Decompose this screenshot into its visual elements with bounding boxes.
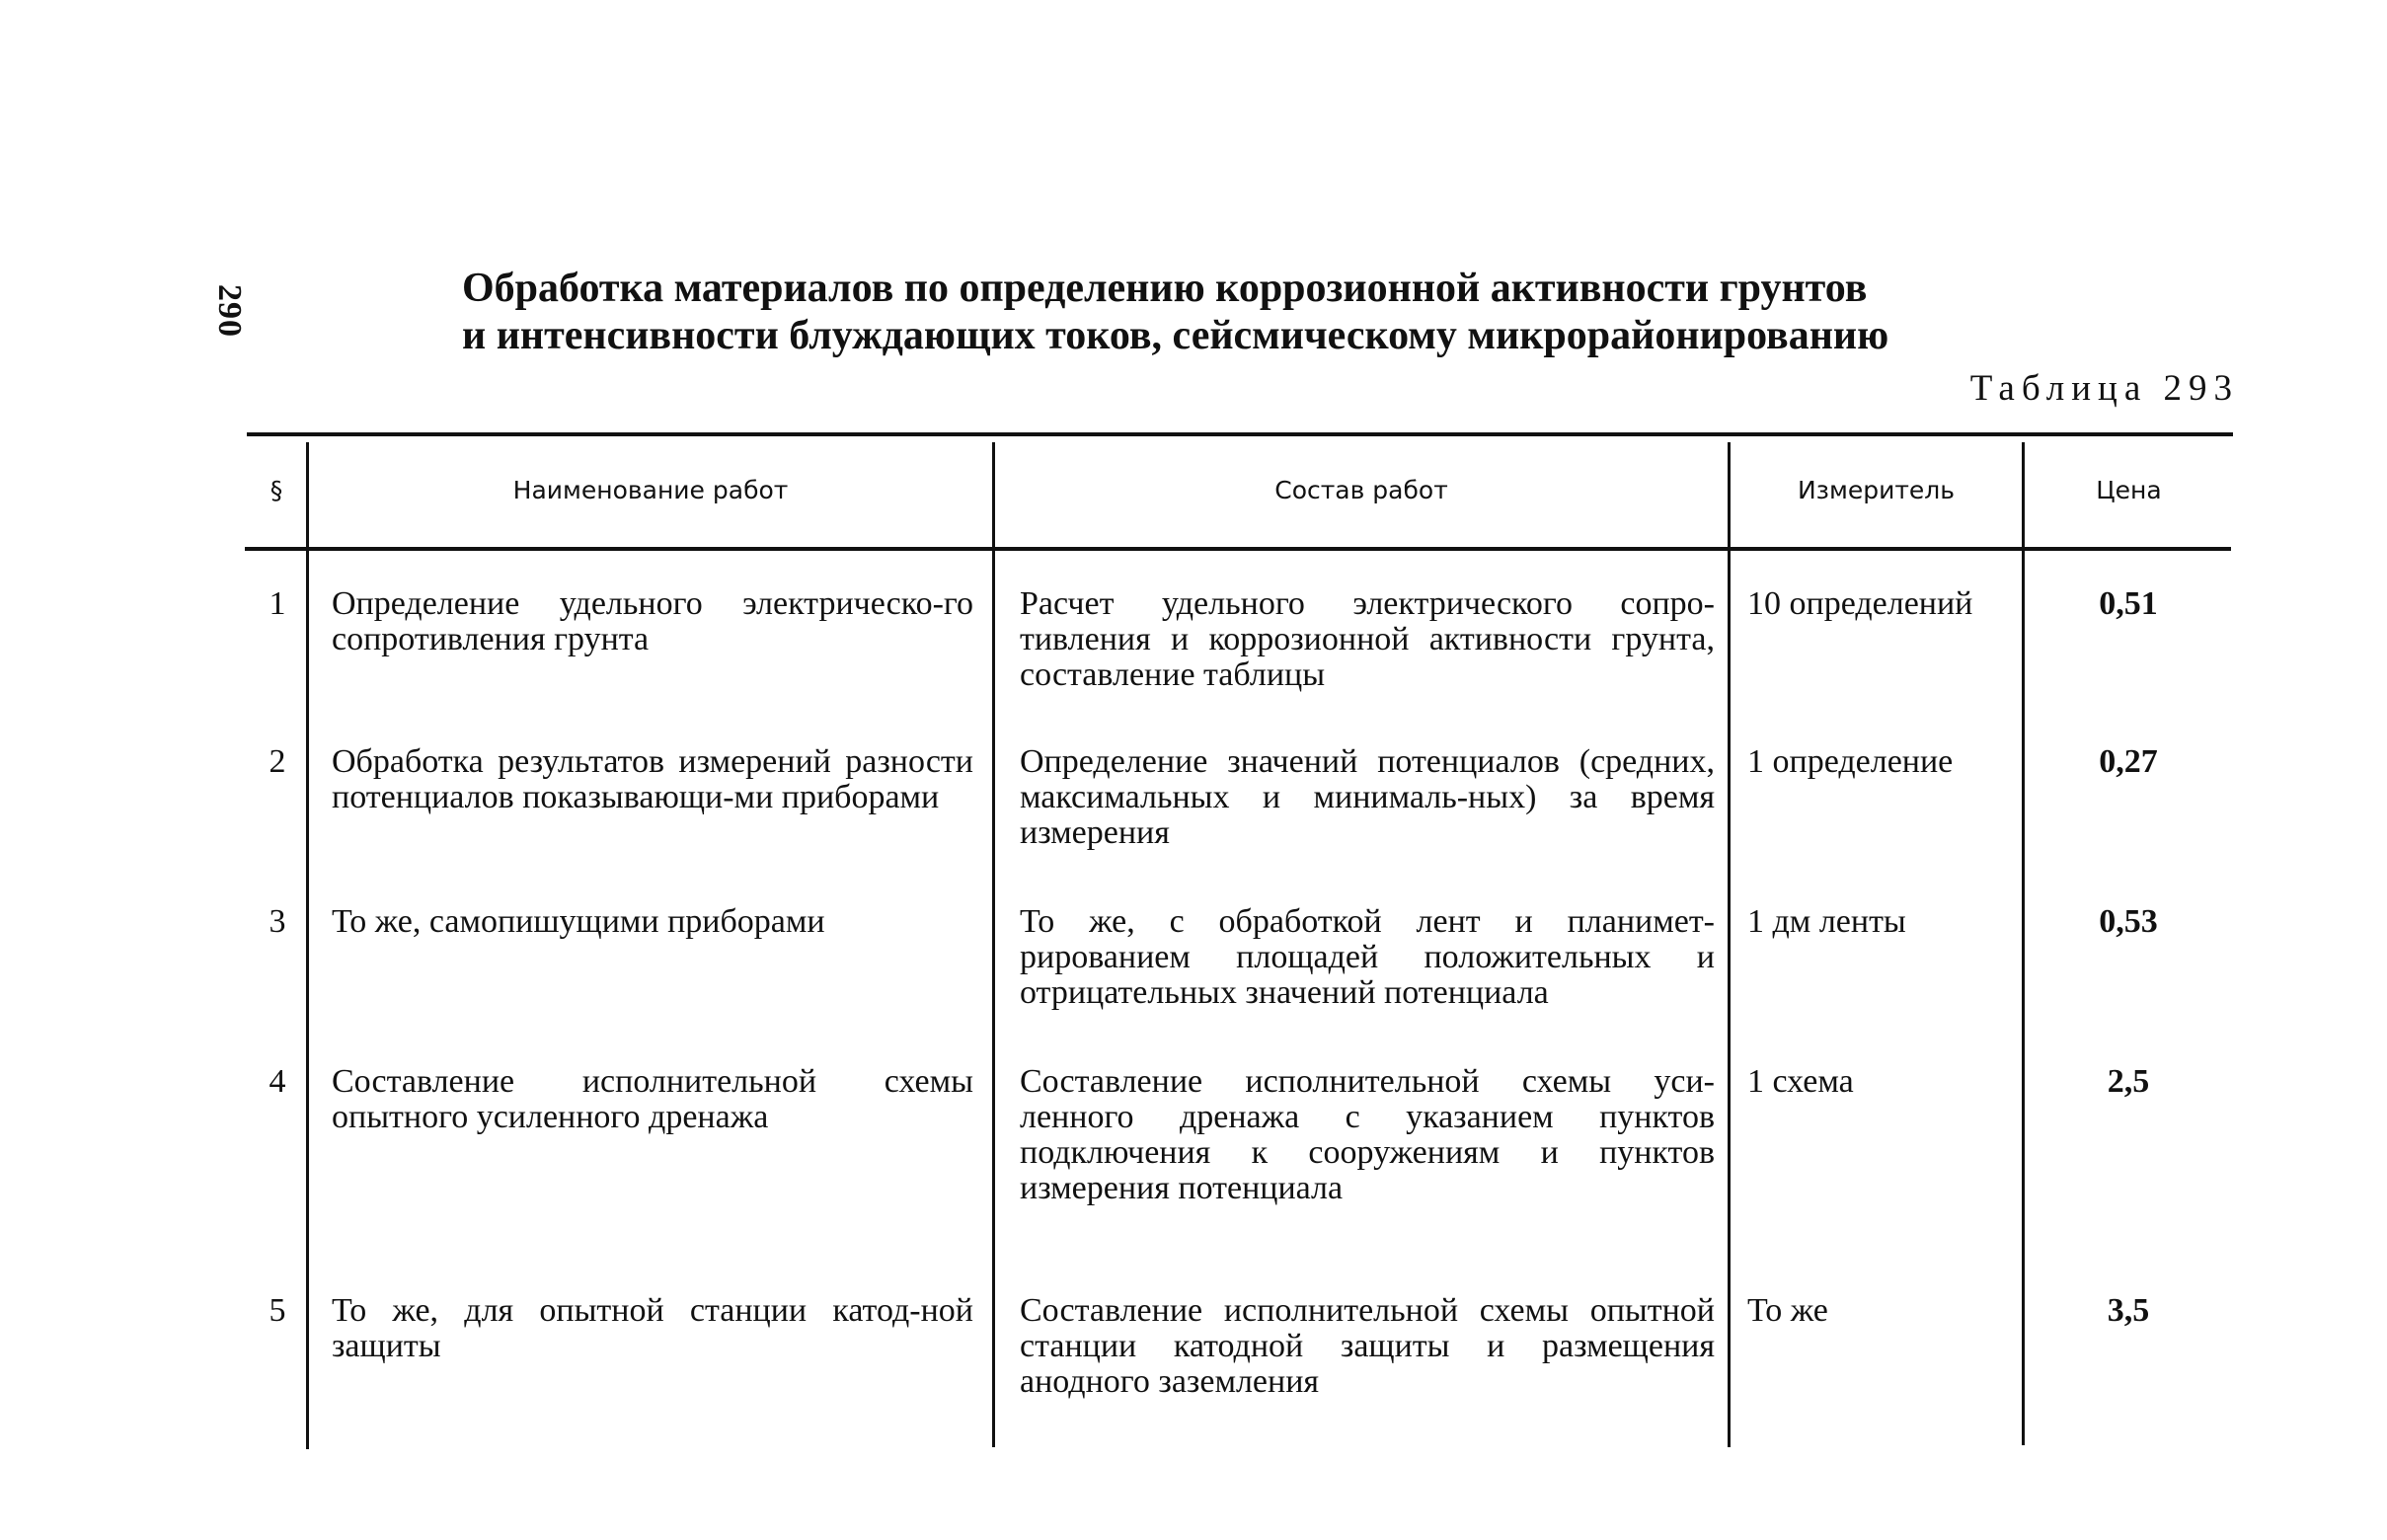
table-top-rule <box>247 432 2233 436</box>
table-label: Таблица 293 <box>1969 368 2239 409</box>
row-work-composition: Расчет удельного электрического сопро-тивления и коррозионной активности грунта, составление таблицы <box>1020 585 1715 693</box>
row-number: 2 <box>269 743 286 780</box>
column-divider <box>992 442 995 1447</box>
row-number: 5 <box>269 1292 286 1329</box>
row-price: 2,5 <box>2107 1063 2150 1100</box>
header-name: Наименование работ <box>512 476 789 504</box>
row-work-name: То же, для опытной станции катод-ной защиты <box>332 1292 973 1364</box>
header-composition: Состав работ <box>1274 476 1448 504</box>
page-title <box>462 265 2012 359</box>
header-measure: Измеритель <box>1797 476 1955 504</box>
row-measure: То же <box>1747 1292 1828 1329</box>
row-measure: 1 определение <box>1747 743 1954 780</box>
row-number: 4 <box>269 1063 286 1100</box>
header-price: Цена <box>2096 476 2162 504</box>
header-num: § <box>270 476 283 504</box>
row-work-name: Определение удельного электрическо-го сопротивления грунта <box>332 585 973 657</box>
title-line-1: Обработка материалов по определению коррозионной активности грунтов <box>462 266 1868 311</box>
page-number: 290 <box>211 284 248 338</box>
row-price: 3,5 <box>2107 1292 2150 1329</box>
row-measure: 10 определений <box>1747 585 1973 622</box>
column-divider <box>1728 442 1731 1447</box>
row-work-name: Составление исполнительной схемы опытного усиленного дренажа <box>332 1063 973 1135</box>
row-work-composition: То же, с обработкой лент и планимет-рированием площадей положительных и отрицательных значений потенциала <box>1020 903 1715 1011</box>
row-measure: 1 схема <box>1747 1063 1854 1100</box>
row-measure: 1 дм ленты <box>1747 903 1906 940</box>
row-price: 0,27 <box>2099 743 2158 780</box>
row-number: 1 <box>269 585 286 622</box>
column-divider <box>306 442 309 1449</box>
row-work-name: То же, самопишущими приборами <box>332 903 825 940</box>
row-price: 0,53 <box>2099 903 2158 940</box>
row-work-composition: Составление исполнительной схемы уси-ленного дренажа с указанием пунктов подключения к сооружениям и пунктов измерения потенциала <box>1020 1063 1715 1206</box>
row-work-composition: Составление исполнительной схемы опытной станции катодной защиты и размещения анодного заземления <box>1020 1292 1715 1400</box>
row-work-composition: Определение значений потенциалов (средних, максимальных и минималь-ных) за время измерения <box>1020 743 1715 851</box>
row-price: 0,51 <box>2099 585 2158 622</box>
row-number: 3 <box>269 903 286 940</box>
row-work-name: Обработка результатов измерений разности потенциалов показывающи-ми приборами <box>332 743 973 815</box>
title-line-2: и интенсивности блуждающих токов, сейсмическому микрорайонированию <box>462 313 1889 358</box>
header-rule <box>245 547 2231 551</box>
